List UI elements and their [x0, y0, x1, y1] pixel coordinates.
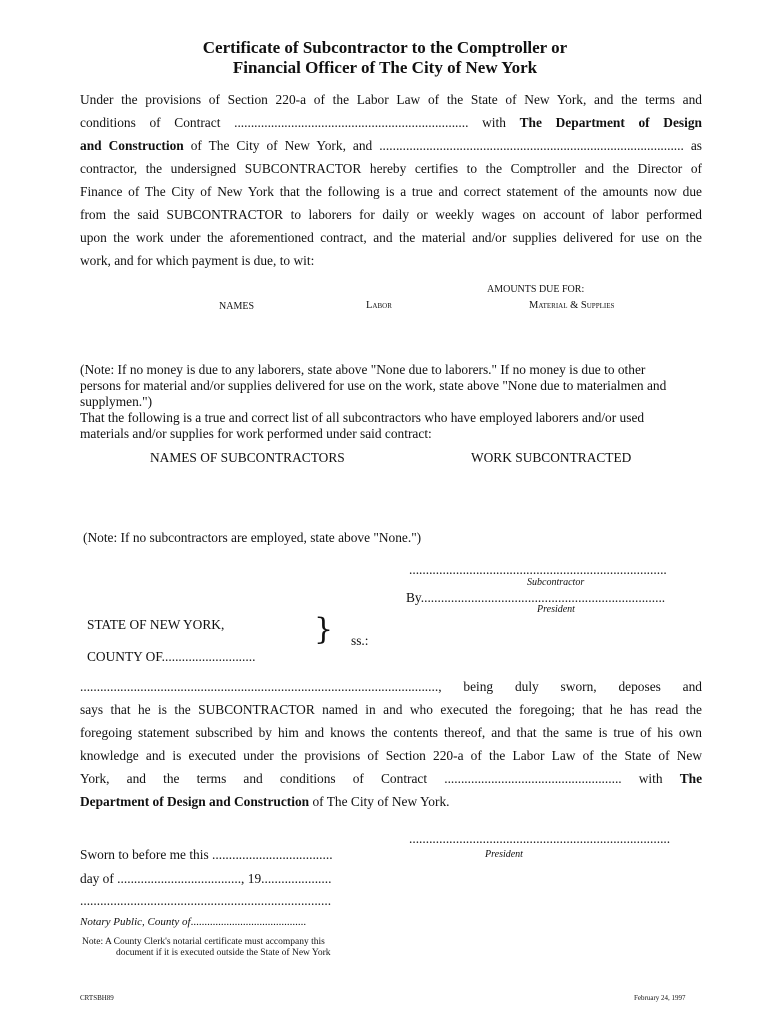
- agency-name-part1: The Department of Design: [519, 115, 702, 130]
- affidavit-word: and conditions of Contract: [243, 771, 428, 786]
- affidavit-contract-blank[interactable]: .....................................................: [444, 771, 622, 786]
- notary-signature-line[interactable]: ...........................................................................: [80, 893, 332, 908]
- affidavit-word: and: [126, 771, 146, 786]
- intro-line-6: from the said SUBCONTRACTOR to laborers for daily or weekly wages on account of labor performed: [80, 207, 702, 222]
- note-laborers-line3: supplymen."): [80, 394, 153, 409]
- by-signature-line[interactable]: By.........................................................................: [406, 590, 666, 605]
- column-subcontractor-names: NAMES OF SUBCONTRACTORS: [150, 450, 345, 465]
- agency-name-part2: and Construction: [80, 138, 184, 153]
- intro-as: as: [690, 138, 703, 153]
- intro-line-1: Under the provisions of Section 220-a of the Labor Law of the State of New York, and the terms and: [80, 92, 702, 107]
- intro-line-7: upon the work under the aforementioned contract, and the material and/or supplies delivered for use on the: [80, 230, 702, 245]
- amounts-due-heading: AMOUNTS DUE FOR:: [487, 284, 585, 295]
- affidavit-line-4: knowledge and is executed under the provisions of Section 220-a of the Labor Law of the State of New: [80, 748, 702, 763]
- sworn-before-me[interactable]: Sworn to before me this ....................................: [80, 847, 333, 862]
- subcontractor-list-line2: materials and/or supplies for work performed under said contract:: [80, 426, 432, 441]
- intro-line-5: Finance of The City of New York that the following is a true and correct statement of the amounts now due: [80, 184, 702, 199]
- affidavit-line-3: foregoing statement subscribed by him and knows the contents thereof, and that the same is true of his own: [80, 725, 702, 740]
- notary-public-line: [80, 916, 306, 928]
- venue-brace: }: [314, 612, 334, 647]
- column-names: NAMES: [219, 301, 255, 312]
- column-material-supplies: Material & Supplies: [529, 300, 615, 311]
- day-of-field[interactable]: day of ....................................., 19.....................: [80, 871, 332, 886]
- deponent-name-blank[interactable]: ...........................................................................................................,: [80, 679, 442, 694]
- affidavit-word: The: [679, 771, 703, 786]
- affidavit-word: terms: [196, 771, 227, 786]
- ss-label: ss.:: [351, 633, 369, 648]
- contract-number-blank: conditions of Contract ......................................................................: [80, 115, 469, 130]
- clerk-note-line2: document if it is executed outside the State of New York: [116, 948, 331, 958]
- affidavit-line-2: says that he is the SUBCONTRACTOR named in and who executed the foregoing; that he has read the: [80, 702, 702, 717]
- intro-line-3: [80, 138, 702, 154]
- column-work-subcontracted: WORK SUBCONTRACTED: [471, 450, 632, 465]
- column-labor: Labor: [366, 300, 392, 311]
- intro-line-4: contractor, the undersigned SUBCONTRACTOR hereby certifies to the Comptroller and the Director of: [80, 161, 702, 176]
- affidavit-word: York,: [80, 771, 110, 786]
- notary-county-blank[interactable]: ..........................................: [190, 916, 307, 928]
- state-of-new-york: STATE OF NEW YORK,: [87, 617, 225, 632]
- subcontractor-list-line1: That the following is a true and correct list of all subcontractors who have employed laborers and/or used: [80, 410, 645, 425]
- affidavit-city: of The City of New York.: [312, 794, 450, 809]
- affidavit-word: with: [638, 771, 663, 786]
- affidavit-line1-text: being duly sworn, deposes and: [463, 679, 702, 694]
- president-label-2: President: [485, 849, 523, 860]
- form-title-line1: Certificate of Subcontractor to the Comptroller or: [202, 38, 568, 57]
- note-laborers-line1: (Note: If no money is due to any laborers, state above "None due to laborers." If no money is due to other: [80, 362, 646, 377]
- affidavit-line-5: [80, 771, 702, 787]
- president-signature-line[interactable]: ..............................................................................: [409, 831, 671, 846]
- form-code: CRTSBH89: [80, 994, 114, 1002]
- intro-line-8: work, and for which payment is due, to wit:: [80, 253, 315, 268]
- note-no-subcontractors: (Note: If no subcontractors are employed, state above "None."): [83, 530, 422, 545]
- form-title-line2: Financial Officer of The City of New York: [232, 58, 538, 77]
- affidavit-line-6: [80, 794, 450, 810]
- affidavit-word: the: [163, 771, 180, 786]
- county-of-field[interactable]: COUNTY OF............................: [87, 649, 256, 664]
- subcontractor-label: Subcontractor: [527, 577, 585, 588]
- intro-with: with: [482, 115, 506, 130]
- president-label: President: [537, 604, 575, 615]
- notary-label: Notary Public, County of: [80, 916, 191, 928]
- clerk-note-line1: Note: A County Clerk's notarial certificate must accompany this: [82, 937, 325, 947]
- intro-line-2: [80, 115, 702, 131]
- affidavit-agency: Department of Design and Construction: [80, 794, 310, 809]
- form-date: February 24, 1997: [634, 994, 686, 1002]
- note-laborers-line2: persons for material and/or supplies delivered for use on the work, state above "None due to materialmen and: [80, 378, 667, 393]
- contractor-name-blank: of The City of New York, and ...........................................................................................: [190, 138, 684, 153]
- subcontractor-signature-line[interactable]: .............................................................................: [409, 562, 667, 577]
- affidavit-line-1: [80, 679, 702, 695]
